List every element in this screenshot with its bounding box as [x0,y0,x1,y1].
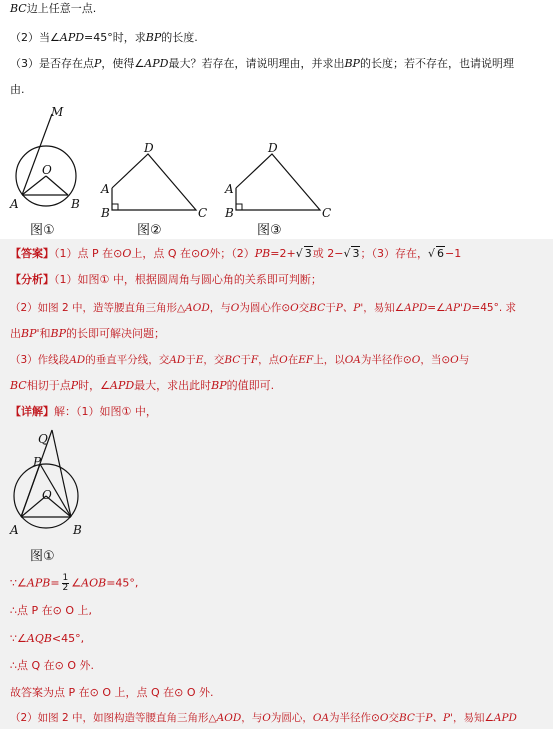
label-m: M [51,105,64,119]
analysis-line-1 [10,273,322,287]
text: （1）点 P 在⊙ [54,247,123,260]
text: 外；（2） [209,247,255,260]
var: BP [344,57,360,70]
var: APD [144,57,169,70]
detail-step-2: ∴点 P 在⊙ O 上, [10,604,92,617]
detail-step-1: ∵∠APB= $\frac{1}{2}$ ∠AOB=45°, [10,573,139,593]
figure-2-caption: 图② [137,223,162,238]
figure-1-detail [8,426,98,546]
label-a: A [101,182,110,196]
right-angle-mark [236,204,242,210]
text: （2）当∠ [10,31,60,44]
text: ；（3）存在， [360,247,428,260]
var: P [94,57,102,70]
label-d: D [268,141,278,155]
detail-intro [10,405,157,419]
text: （3）是否存在点 [10,57,94,70]
label-p: P [33,455,42,469]
label-b: B [73,523,82,537]
label-o: O [42,163,52,177]
detail-step-6: （2）如图 2 中，如图构造等腰直角三角形△AOD，与O为圆心，OA为半径作⊙O交BC于P、P'，易知∠APD [10,712,517,724]
label-a: A [10,197,19,211]
quadrilateral [112,154,196,210]
detail-step-4: ∴点 Q 在⊙ O 外. [10,659,95,672]
seg-bc: BC [10,2,27,15]
detail-step-3: ∵∠AQB<45°, [10,632,85,645]
var: O [200,247,210,260]
problem-part-3-cont [10,83,25,97]
label-d: D [144,141,154,155]
problem-line-0 [10,2,96,16]
text: =2+ [270,247,296,260]
text: ，使得∠ [101,57,145,70]
analysis-tag: 【分析】 [10,273,54,286]
answer-tag: 【答案】 [10,247,54,260]
seg-bo [46,176,68,195]
answer-line: 【答案】（1）点 P 在⊙O上，点 Q 在⊙O外；（2）PB=2+√ 3或 2−√ 3；（3）存在，√ 6−1 [10,247,462,260]
analysis-line-2: （2）如图 2 中，造等腰直角三角形△AOD，与O为圆心作⊙O交BC于P、P'，易知∠APD=∠AP'D=45°. 求 [10,302,517,314]
text: 或 2− [312,247,344,260]
label-c: C [322,206,332,220]
label-b: B [71,197,80,211]
label-c: C [198,206,208,220]
text: 的长度；若不存在，也请说明理 [359,57,514,70]
figure-1 [8,104,88,224]
analysis-line-3b: BC相切于点P时，∠APD最大，求出此时BP的值即可. [10,379,275,392]
text: 边上任意一点. [26,2,97,15]
sqrt-3: 3 [352,247,360,260]
problem-part-2 [10,31,198,45]
figure-3-caption: 图③ [257,223,282,238]
fraction-half: $\frac{1}{2}$ [62,573,69,593]
text: =45°时，求 [84,31,146,44]
text: 解：（1）如图① 中， [54,405,157,418]
analysis-line-2b: 出BP'和BP的长即可解决问题； [10,327,166,340]
quadrilateral [236,154,320,210]
figure-1-caption: 图① [30,223,55,238]
text: （1）如图① 中，根据圆周角与圆心角的关系即可判断； [54,273,322,286]
sqrt-3: 3 [304,247,312,260]
sqrt-6: 6 [436,247,444,260]
text: 最大？若存在，请说明理由，并求出 [168,57,345,70]
text: 上，点 Q 在⊙ [131,247,201,260]
label-a: A [10,523,19,537]
label-o: O [42,488,52,502]
label-b: B [101,206,110,220]
var: BP [145,31,162,44]
text: 的长度. [161,31,198,44]
label-a: A [225,182,234,196]
label-b: B [225,206,234,220]
var: APD [59,31,85,44]
problem-part-3 [10,57,514,71]
detail-step-5: 故答案为点 P 在⊙ O 上，点 Q 在⊙ O 外. [10,686,214,699]
figure-3 [222,140,334,224]
text: 由. [10,83,25,96]
figure-2 [98,140,210,224]
analysis-line-3: （3）作线段AD的垂直平分线，交AD于E，交BC于F，点O在EF上，以OA为半径作⊙O，当⊙O与 [10,354,470,366]
detail-tag: 【详解】 [10,405,54,418]
label-q: Q [38,432,48,446]
text: −1 [444,247,462,260]
var: O [122,247,132,260]
right-angle-mark [112,204,118,210]
var: PB [254,247,271,260]
figure-1-detail-caption: 图① [30,549,55,564]
